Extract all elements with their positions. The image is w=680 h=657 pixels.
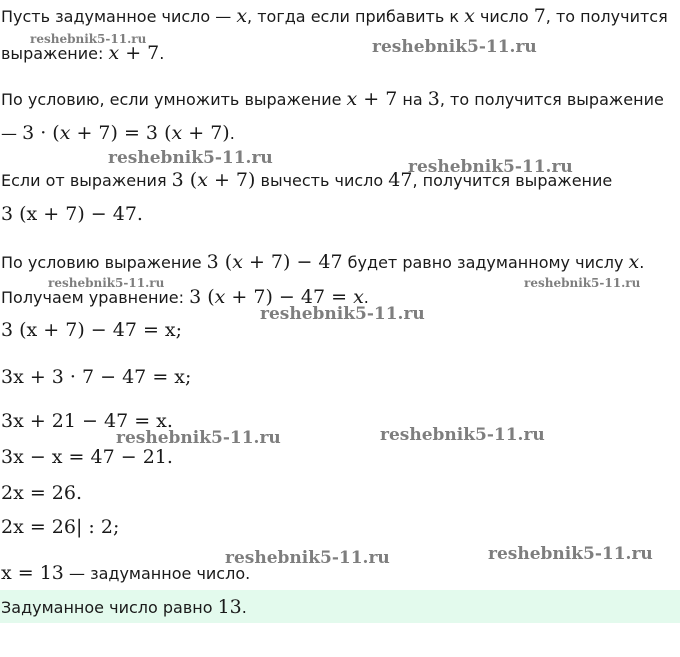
equation-step: 2x = 26. [1,482,83,504]
watermark: reshebnik5-11.ru [30,32,147,46]
watermark: reshebnik5-11.ru [116,428,281,448]
watermark: reshebnik5-11.ru [408,157,573,177]
result-line: x = 13 — задуманное число. [1,562,251,584]
answer-box [0,590,680,623]
subtract-expression: 3 (x + 7) − 47. [1,203,143,225]
equation-intro-line: Получаем уравнение: 3 (x + 7) − 47 = x. [1,286,369,308]
equation-step: 3x + 21 − 47 = x. [1,410,173,432]
watermark: reshebnik5-11.ru [372,37,537,57]
equation-step: 3x + 3 · 7 − 47 = x; [1,366,192,388]
equation-condition-line: По условию выражение 3 (x + 7) − 47 будет равно задуманному числу x. [1,251,645,273]
watermark: reshebnik5-11.ru [524,276,641,290]
condition-line-2: — 3 · (x + 7) = 3 (x + 7). [1,122,235,144]
condition-line-1: По условию, если умножить выражение x + 7 на 3, то получится выражение [1,88,664,110]
watermark: reshebnik5-11.ru [488,544,653,564]
watermark: reshebnik5-11.ru [225,548,390,568]
equation-step: 3x − x = 47 − 21. [1,446,173,468]
statement-line-1: Пусть задуманное число — x, тогда если прибавить к x число 7, то получится [1,5,668,27]
watermark: reshebnik5-11.ru [260,304,425,324]
watermark: reshebnik5-11.ru [108,148,273,168]
equation-step: 3 (x + 7) − 47 = x; [1,319,183,341]
subtract-line-1: Если от выражения 3 (x + 7) вычесть число 47, получится выражение [1,169,613,191]
watermark: reshebnik5-11.ru [48,276,165,290]
equation-step: 2x = 26| : 2; [1,516,120,538]
answer-text: Задуманное число равно 13. [1,596,247,618]
statement-line-2: выражение: x + 7. [1,42,165,64]
watermark: reshebnik5-11.ru [380,425,545,445]
